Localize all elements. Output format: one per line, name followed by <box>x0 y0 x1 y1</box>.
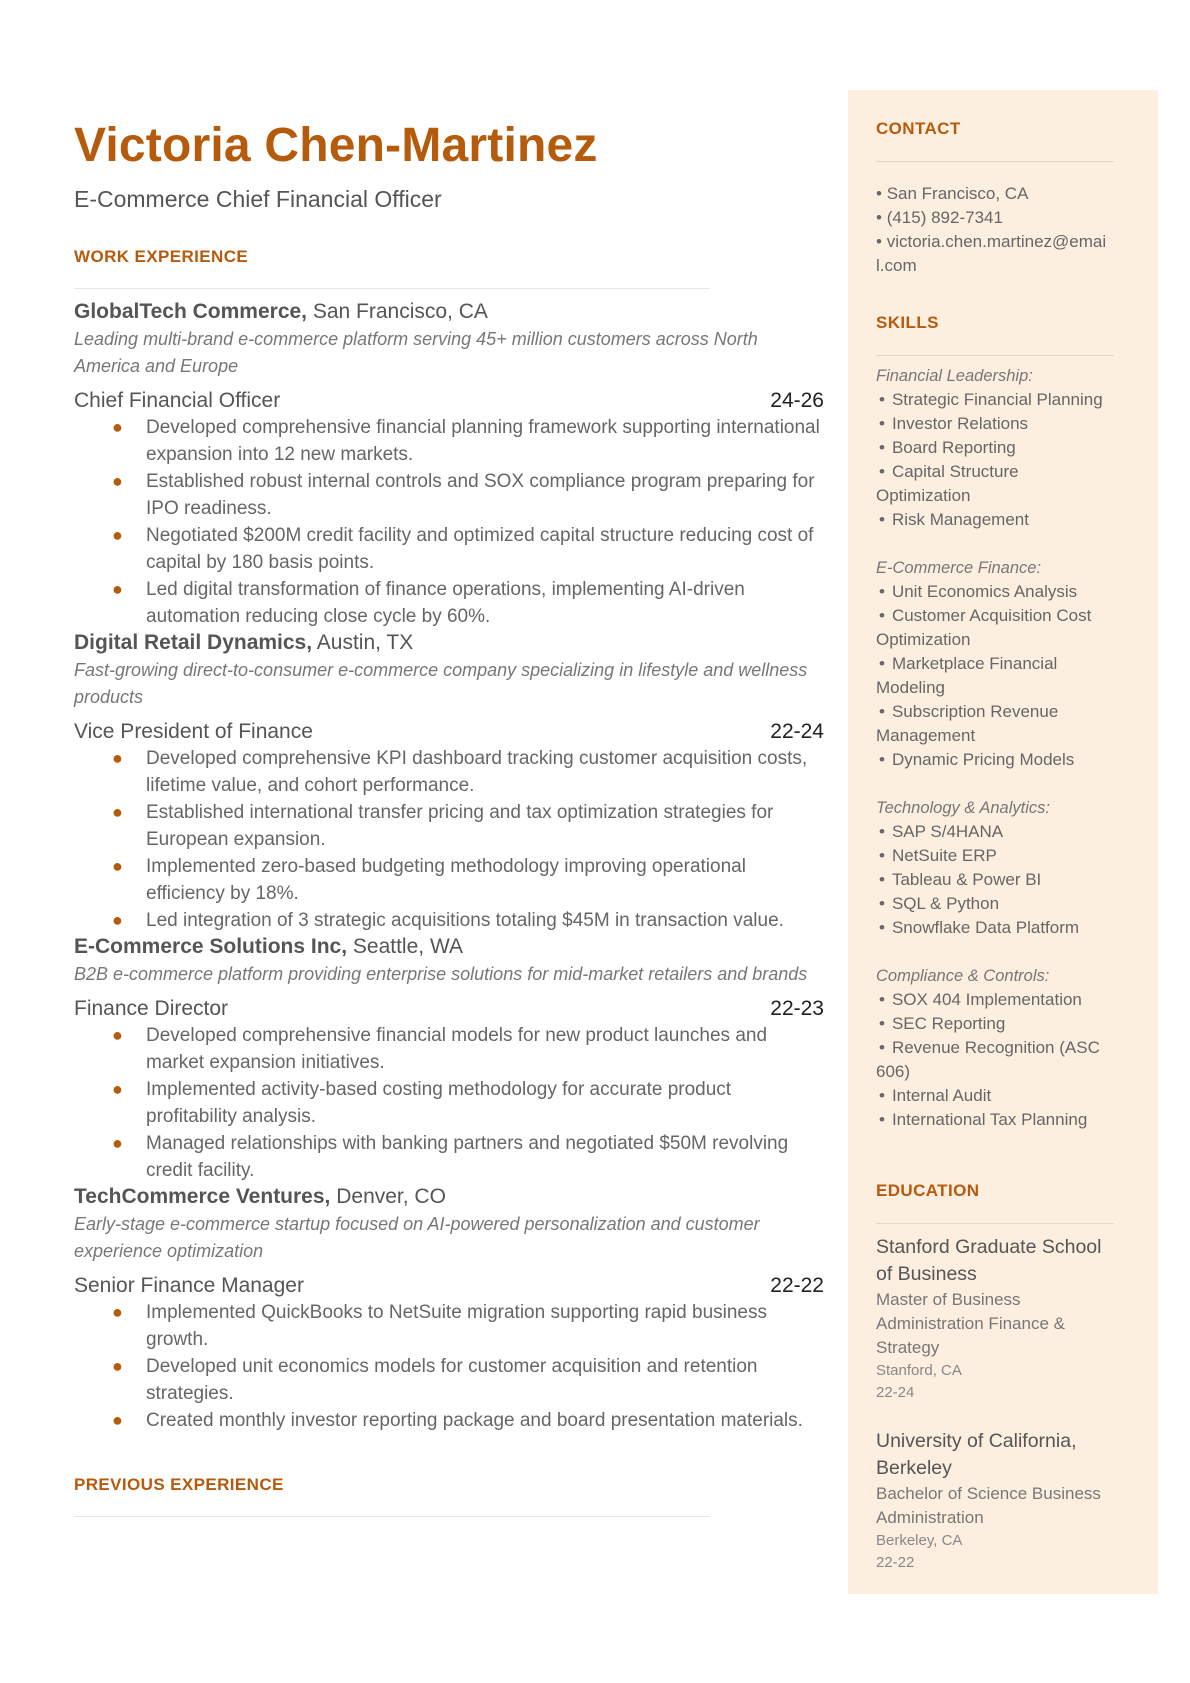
achievement-text: Implemented QuickBooks to NetSuite migration supporting rapid business growth. <box>146 1302 767 1350</box>
education-entry <box>876 1234 1114 1404</box>
skill-item <box>876 460 1114 508</box>
achievement-text: Implemented activity-based costing methodology for accurate product profitability analysis. <box>146 1079 732 1127</box>
role-years: 22-24 <box>770 720 824 743</box>
skill-item <box>876 1084 1114 1108</box>
skill-text: Strategic Financial Planning <box>891 390 1103 409</box>
achievement-item <box>74 414 824 468</box>
skill-text: NetSuite ERP <box>891 846 997 865</box>
achievement-text: Led integration of 3 strategic acquisitions totaling $45M in transaction value. <box>146 910 784 931</box>
skill-group <box>876 964 1114 1132</box>
achievement-item <box>74 1022 824 1076</box>
skill-item <box>876 988 1114 1012</box>
role-title: Vice President of Finance <box>74 720 313 743</box>
skill-item <box>876 1108 1114 1132</box>
skill-group <box>876 364 1114 532</box>
role-title: Finance Director <box>74 997 229 1020</box>
role-line <box>74 1273 824 1299</box>
candidate-name: Victoria Chen-Martinez <box>74 119 598 172</box>
achievement-text: Developed unit economics models for customer acquisition and retention strategies. <box>146 1356 758 1404</box>
company-line <box>74 299 824 325</box>
bullet-icon: • <box>879 894 885 913</box>
skill-category: Compliance & Controls: <box>876 967 1050 985</box>
skill-item <box>876 508 1114 532</box>
school-name: Stanford Graduate School of Business <box>876 1236 1102 1285</box>
skill-item <box>876 412 1114 436</box>
bullet-icon: ● <box>112 856 123 876</box>
role-line <box>74 996 824 1022</box>
skill-item <box>876 916 1114 940</box>
achievement-item <box>74 907 824 934</box>
bullet-icon: • <box>876 208 887 227</box>
skill-item <box>876 652 1114 700</box>
job-entry <box>74 630 824 934</box>
bullet-icon: ● <box>112 802 123 822</box>
bullet-icon: • <box>879 1014 885 1033</box>
contact-list <box>876 182 1114 278</box>
bullet-icon: • <box>879 582 885 601</box>
company-line <box>74 630 824 656</box>
contact-text: (415) 892-7341 <box>886 208 1003 227</box>
bullet-icon: ● <box>112 471 123 491</box>
skill-text: SEC Reporting <box>891 1014 1006 1033</box>
achievement-item <box>74 468 824 522</box>
education-location: Berkeley, CA <box>876 1532 963 1549</box>
sidebar <box>848 90 1158 1594</box>
bullet-icon: • <box>879 510 885 529</box>
achievement-item <box>74 745 824 799</box>
skill-item <box>876 1036 1114 1084</box>
bullet-icon: • <box>876 232 887 251</box>
education-years: 22-24 <box>876 1384 915 1401</box>
school-name: University of California, Berkeley <box>876 1430 1077 1479</box>
achievement-item <box>74 853 824 907</box>
skills-list <box>876 364 1114 1132</box>
achievement-text: Led digital transformation of finance operations, implementing AI-driven automation reducing close cycle by 60%. <box>146 579 745 627</box>
skill-text: Subscription Revenue Management <box>876 702 1059 745</box>
skill-text: International Tax Planning <box>891 1110 1088 1129</box>
job-entry <box>74 1184 824 1434</box>
skill-text: SOX 404 Implementation <box>891 990 1082 1009</box>
achievement-text: Created monthly investor reporting package and board presentation materials. <box>146 1410 803 1431</box>
company-name: E-Commerce Solutions Inc, <box>74 935 348 958</box>
achievement-item <box>74 1299 824 1353</box>
achievement-text: Developed comprehensive financial models for new product launches and market expansion initiatives. <box>146 1025 768 1073</box>
skill-text: Unit Economics Analysis <box>891 582 1078 601</box>
skill-item <box>876 844 1114 868</box>
bullet-icon: • <box>879 918 885 937</box>
section-divider <box>876 161 1114 162</box>
contact-item <box>876 182 1114 206</box>
company-name: Digital Retail Dynamics, <box>74 631 313 654</box>
bullet-icon: • <box>879 390 885 409</box>
achievement-text: Managed relationships with banking partners and negotiated $50M revolving credit facility. <box>146 1133 789 1181</box>
achievement-text: Developed comprehensive financial planning framework supporting international expansion into 12 new markets. <box>146 417 820 465</box>
company-description: Leading multi-brand e-commerce platform serving 45+ million customers across North America and Europe <box>74 329 758 376</box>
bullet-icon: • <box>879 702 885 721</box>
degree: Master of Business Administration Finance & Strategy <box>876 1290 1065 1357</box>
bullet-icon: • <box>879 462 885 481</box>
skill-item <box>876 748 1114 772</box>
bullet-icon: ● <box>112 1133 123 1153</box>
skill-text: SAP S/4HANA <box>891 822 1004 841</box>
candidate-title: E-Commerce Chief Financial Officer <box>74 186 442 212</box>
job-entry <box>74 299 824 630</box>
achievement-item <box>74 522 824 576</box>
company-description: Fast-growing direct-to-consumer e-commerce company specializing in lifestyle and wellness products <box>74 660 808 707</box>
bullet-icon: • <box>879 606 885 625</box>
skills-heading: SKILLS <box>876 313 939 332</box>
achievement-list <box>74 414 824 630</box>
skill-text: Board Reporting <box>891 438 1016 457</box>
education-location: Stanford, CA <box>876 1362 962 1379</box>
company-description: B2B e-commerce platform providing enterprise solutions for mid-market retailers and brands <box>74 964 808 984</box>
skill-item <box>876 820 1114 844</box>
achievement-text: Established robust internal controls and SOX compliance program preparing for IPO readiness. <box>146 471 815 519</box>
work-experience-list <box>74 299 824 1434</box>
bullet-icon: ● <box>112 525 123 545</box>
skill-text: Risk Management <box>891 510 1029 529</box>
achievement-text: Negotiated $200M credit facility and optimized capital structure reducing cost of capital by 180 basis points. <box>146 525 814 573</box>
bullet-icon: • <box>879 750 885 769</box>
company-location: Seattle, WA <box>347 935 463 958</box>
achievement-item <box>74 1407 824 1434</box>
role-years: 22-22 <box>770 1274 824 1297</box>
skill-text: Dynamic Pricing Models <box>891 750 1075 769</box>
education-entry <box>876 1428 1114 1574</box>
skill-item <box>876 1012 1114 1036</box>
contact-heading: CONTACT <box>876 119 961 138</box>
company-description: Early-stage e-commerce startup focused on AI-powered personalization and customer experience optimization <box>74 1214 760 1261</box>
skill-item <box>876 700 1114 748</box>
contact-text: San Francisco, CA <box>886 184 1029 203</box>
skill-text: Capital Structure Optimization <box>876 462 1019 505</box>
skill-item <box>876 388 1114 412</box>
achievement-item <box>74 1353 824 1407</box>
skill-text: Snowflake Data Platform <box>891 918 1080 937</box>
education-list <box>876 1234 1114 1574</box>
achievement-item <box>74 1130 824 1184</box>
achievement-list <box>74 1022 824 1184</box>
company-location: Denver, CO <box>330 1185 446 1208</box>
achievement-item <box>74 576 824 630</box>
skill-text: SQL & Python <box>891 894 1000 913</box>
contact-text: victoria.chen.martinez@email.com <box>876 232 1107 275</box>
skill-item <box>876 436 1114 460</box>
achievement-item <box>74 799 824 853</box>
skill-text: Internal Audit <box>891 1086 992 1105</box>
skill-item <box>876 604 1114 652</box>
role-title: Senior Finance Manager <box>74 1274 304 1297</box>
skill-text: Customer Acquisition Cost Optimization <box>876 606 1092 649</box>
previous-experience-heading: PREVIOUS EXPERIENCE <box>74 1475 284 1494</box>
bullet-icon: • <box>879 1038 885 1057</box>
company-name: GlobalTech Commerce, <box>74 300 308 323</box>
section-divider <box>876 355 1114 356</box>
role-years: 22-23 <box>770 997 824 1020</box>
achievement-text: Established international transfer pricing and tax optimization strategies for European expansion. <box>146 802 774 850</box>
bullet-icon: ● <box>112 579 123 599</box>
skill-item <box>876 892 1114 916</box>
bullet-icon: • <box>879 1086 885 1105</box>
bullet-icon: ● <box>112 1356 123 1376</box>
bullet-icon: ● <box>112 1410 123 1430</box>
skill-category: Technology & Analytics: <box>876 799 1050 817</box>
contact-item <box>876 206 1114 230</box>
bullet-icon: • <box>879 870 885 889</box>
job-entry <box>74 934 824 1184</box>
contact-item <box>876 230 1114 278</box>
bullet-icon: • <box>879 846 885 865</box>
bullet-icon: • <box>879 654 885 673</box>
bullet-icon: ● <box>112 1302 123 1322</box>
section-divider <box>74 1516 710 1517</box>
company-name: TechCommerce Ventures, <box>74 1185 331 1208</box>
skill-item <box>876 868 1114 892</box>
role-title: Chief Financial Officer <box>74 389 281 412</box>
bullet-icon: ● <box>112 1079 123 1099</box>
company-line <box>74 1184 824 1210</box>
education-heading: EDUCATION <box>876 1181 980 1200</box>
bullet-icon: • <box>876 184 887 203</box>
bullet-icon: ● <box>112 910 123 930</box>
company-location: San Francisco, CA <box>307 300 488 323</box>
skill-text: Tableau & Power BI <box>891 870 1042 889</box>
bullet-icon: • <box>879 414 885 433</box>
skill-group <box>876 796 1114 940</box>
skill-group <box>876 556 1114 772</box>
bullet-icon: • <box>879 822 885 841</box>
bullet-icon: • <box>879 1110 885 1129</box>
bullet-icon: ● <box>112 417 123 437</box>
achievement-list <box>74 1299 824 1434</box>
company-line <box>74 934 824 960</box>
degree: Bachelor of Science Business Administration <box>876 1484 1101 1527</box>
achievement-text: Implemented zero-based budgeting methodology improving operational efficiency by 18%. <box>146 856 746 904</box>
role-years: 24-26 <box>770 389 824 412</box>
work-experience-heading: WORK EXPERIENCE <box>74 247 249 266</box>
skill-category: Financial Leadership: <box>876 367 1033 385</box>
bullet-icon: ● <box>112 748 123 768</box>
skill-text: Revenue Recognition (ASC 606) <box>876 1038 1100 1081</box>
skill-text: Investor Relations <box>891 414 1029 433</box>
section-divider <box>876 1223 1114 1224</box>
role-line <box>74 388 824 414</box>
bullet-icon: ● <box>112 1025 123 1045</box>
role-line <box>74 719 824 745</box>
bullet-icon: • <box>879 438 885 457</box>
company-location: Austin, TX <box>312 631 414 654</box>
skill-category: E-Commerce Finance: <box>876 559 1042 577</box>
achievement-text: Developed comprehensive KPI dashboard tracking customer acquisition costs, lifetime value, and cohort performance. <box>146 748 808 796</box>
skill-item <box>876 580 1114 604</box>
education-years: 22-22 <box>876 1554 915 1571</box>
achievement-item <box>74 1076 824 1130</box>
skill-text: Marketplace Financial Modeling <box>876 654 1058 697</box>
bullet-icon: • <box>879 990 885 1009</box>
main-column <box>74 118 824 1517</box>
achievement-list <box>74 745 824 934</box>
section-divider <box>74 288 710 289</box>
